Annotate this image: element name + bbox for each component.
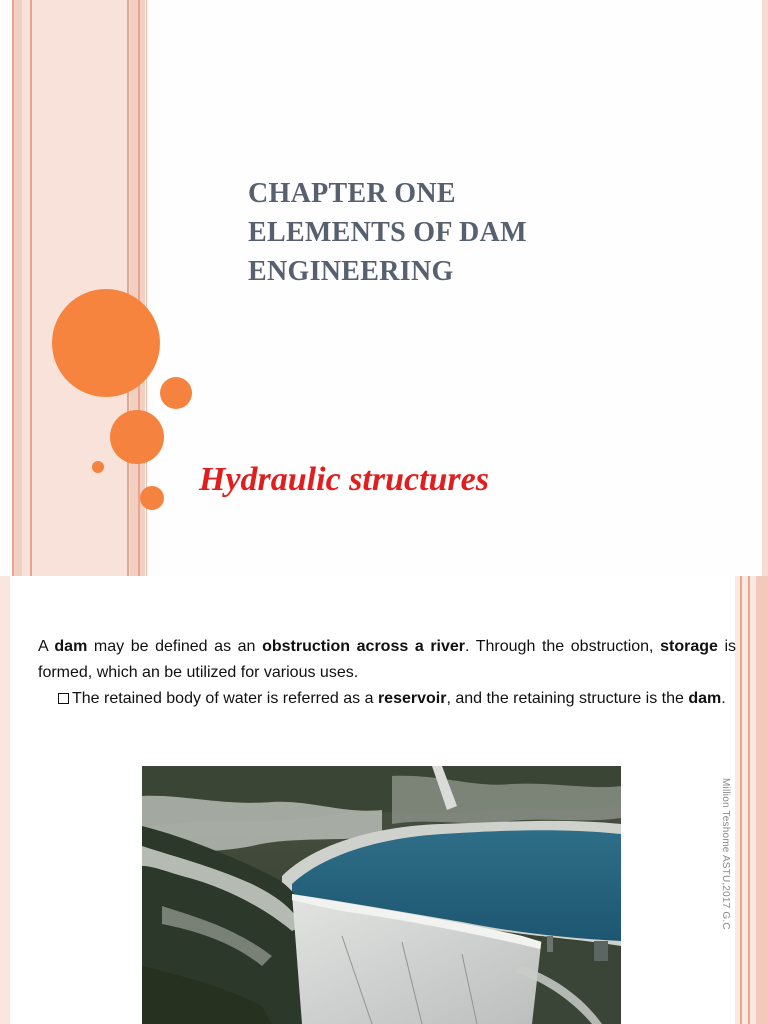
- hollow-square-bullet-icon: [58, 693, 69, 704]
- text-run: , and the retaining structure is the: [446, 690, 689, 707]
- chapter-title-line: CHAPTER ONE: [248, 178, 456, 209]
- text-run: . Through the obstruction,: [465, 638, 661, 655]
- keyword: storage: [660, 638, 718, 655]
- decorative-line: [748, 576, 750, 1024]
- slide-body: [38, 634, 736, 712]
- slide-subtitle: Hydraulic structures: [199, 461, 489, 498]
- keyword: obstruction across a river: [262, 638, 466, 655]
- chapter-title: [248, 174, 728, 291]
- text-run: A: [38, 638, 55, 655]
- dam-photo-illustration: [142, 766, 621, 1024]
- dam-aerial-photo: [142, 766, 621, 1024]
- keyword: dam: [688, 690, 722, 707]
- content-slide: [0, 576, 768, 1024]
- large-orange-circle: [52, 289, 160, 397]
- keyword: reservoir: [377, 690, 447, 707]
- decorative-band-inner: [22, 0, 130, 576]
- small-orange-circle: [140, 486, 164, 510]
- slide-edge: [762, 0, 768, 576]
- bullet-item: [72, 686, 736, 712]
- decorative-line: [127, 0, 129, 576]
- decorative-band: [756, 576, 768, 1024]
- tiny-orange-circle: [92, 461, 104, 473]
- text-run: .: [721, 690, 726, 707]
- keyword: dam: [54, 638, 88, 655]
- decorative-line: [740, 576, 742, 1024]
- decorative-line: [138, 0, 140, 576]
- medium-orange-circle: [110, 410, 164, 464]
- text-run: may be defined as an: [87, 638, 263, 655]
- decorative-line: [12, 0, 14, 576]
- chapter-title-line: ELEMENTS OF DAM: [248, 217, 527, 248]
- chapter-title-line: ENGINEERING: [248, 256, 454, 287]
- small-orange-circle: [160, 377, 192, 409]
- decorative-line: [30, 0, 32, 576]
- author-credit: Million Teshome ASTU,2017 G.C: [720, 778, 731, 930]
- definition-paragraph: [38, 634, 736, 686]
- text-run: is formed, which an be utilized for various uses.: [38, 638, 737, 681]
- text-run: The retained body of water is referred as a: [72, 690, 378, 707]
- slide-edge: [0, 576, 10, 1024]
